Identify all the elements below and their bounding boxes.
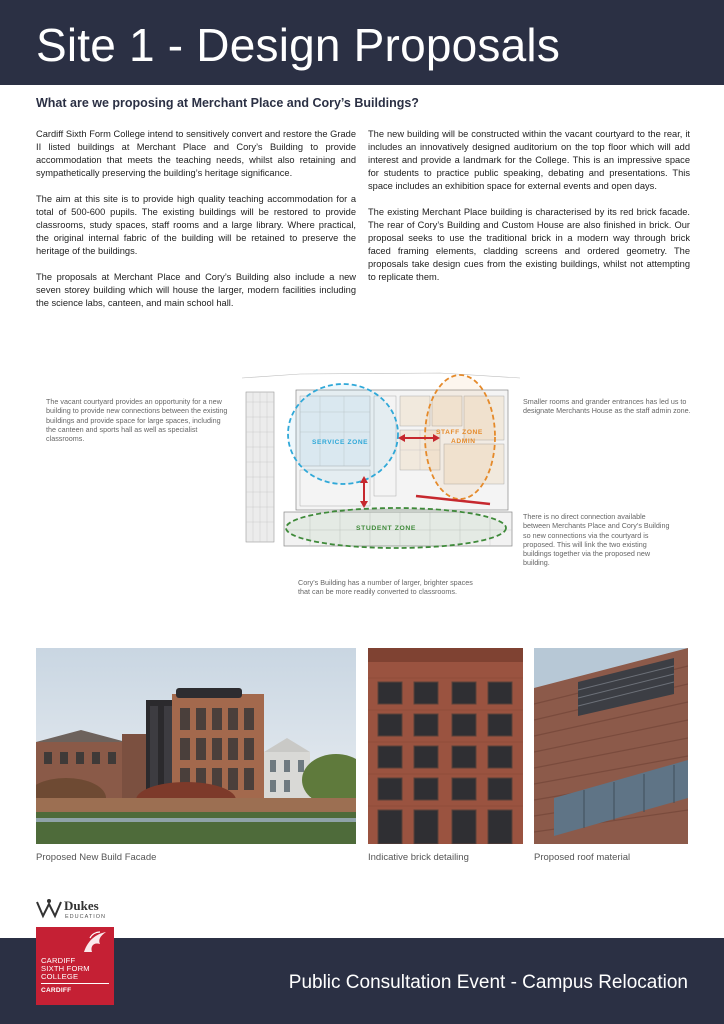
connection-callout: There is no direct connection available between Merchants Place and Cory’s Building so new connections via the courtyard is proposed. This will link the two existing buildings together via the proposed new building. xyxy=(523,512,670,568)
service-zone-outline xyxy=(288,384,398,484)
subheading: What are we proposing at Merchant Place and Cory’s Buildings? xyxy=(36,96,419,110)
dukes-education-logo xyxy=(36,896,116,926)
paragraph: The existing Merchant Place building is characterised by its red brick facade. The rear of Cory’s Building and Custom House are also finished in brick. Our proposal seeks to use the traditional brick in a modern way through brick faced framing elements, cladding screens and ordered geometry. The proposals take design cues from the existing buildings, whilst not attempting to replicate them. xyxy=(368,207,690,282)
right-text-column xyxy=(368,128,690,297)
paragraph: The proposals at Merchant Place and Cory’s Building also include a new seven storey building which will house the larger, modern facilities including the science labs, canteen, and main school hall. xyxy=(36,272,356,308)
facade-caption: Proposed New Build Facade xyxy=(36,852,157,863)
cardiff-sixth-form-college-logo xyxy=(36,927,114,1005)
footer-text: Public Consultation Event - Campus Relocation xyxy=(288,972,688,993)
roof-caption: Proposed roof material xyxy=(534,852,631,863)
site-plan-diagram xyxy=(240,372,525,550)
student-zone-label: STUDENT ZONE xyxy=(356,525,417,532)
dragon-emblem-icon xyxy=(80,930,110,956)
page-header xyxy=(0,0,724,85)
admin-zone-label: ADMIN xyxy=(451,438,476,445)
brick-caption: Indicative brick detailing xyxy=(368,852,469,863)
courtyard-callout: The vacant courtyard provides an opportunity for a new building to provide new connections between the existing buildings and provide space for large spaces, including the canteen and sports hall as well as specialist classrooms. xyxy=(46,397,228,444)
page-title: Site 1 - Design Proposals xyxy=(36,19,561,71)
paragraph: Cardiff Sixth Form College intend to sensitively convert and restore the Grade II listed buildings at Merchant Place and Cory’s Building to provide accommodation that meets the teaching needs, whilst also retaining and sympathetically preserving the building’s heritage significance. xyxy=(36,129,356,178)
brick-detailing-image xyxy=(368,648,523,844)
service-zone-label: SERVICE ZONE xyxy=(312,439,369,446)
college-logo-divider xyxy=(41,983,109,984)
smaller-rooms-callout: Smaller rooms and grander entrances has led us to designate Merchants House as the staff admin zone. xyxy=(523,397,691,416)
dukes-crest-icon xyxy=(36,898,62,920)
dukes-subtitle: EDUCATION xyxy=(65,914,106,920)
left-text-column xyxy=(36,128,356,323)
college-line-4: CARDIFF xyxy=(41,987,72,994)
college-line-2: SIXTH FORM xyxy=(41,964,90,973)
paragraph: The new building will be constructed within the vacant courtyard to the rear, it includes an innovatively designed auditorium on the top floor which will add interest and provide a landmark for the College. This is an impressive space for students to practice public speaking, debating and presentations. This space includes an exhibition space for external events and open days. xyxy=(368,129,690,191)
college-line-1: CARDIFF xyxy=(41,956,76,965)
corys-building-callout: Cory’s Building has a number of larger, brighter spaces that can be more readily converted to classrooms. xyxy=(298,578,473,597)
staff-zone-label: STAFF ZONE xyxy=(436,429,483,436)
dukes-name: Dukes xyxy=(64,898,99,913)
new-build-facade-image xyxy=(36,648,356,844)
roof-material-image xyxy=(534,648,688,844)
college-line-3: COLLEGE xyxy=(41,972,79,981)
paragraph: The aim at this site is to provide high quality teaching accommodation for a total of 500-600 pupils. The existing buildings will be restored to provide classrooms, study spaces, staff rooms and a large library. Where practical, the original internal fabric of the building will be retained to preserve the heritage of the buildings. xyxy=(36,194,356,256)
